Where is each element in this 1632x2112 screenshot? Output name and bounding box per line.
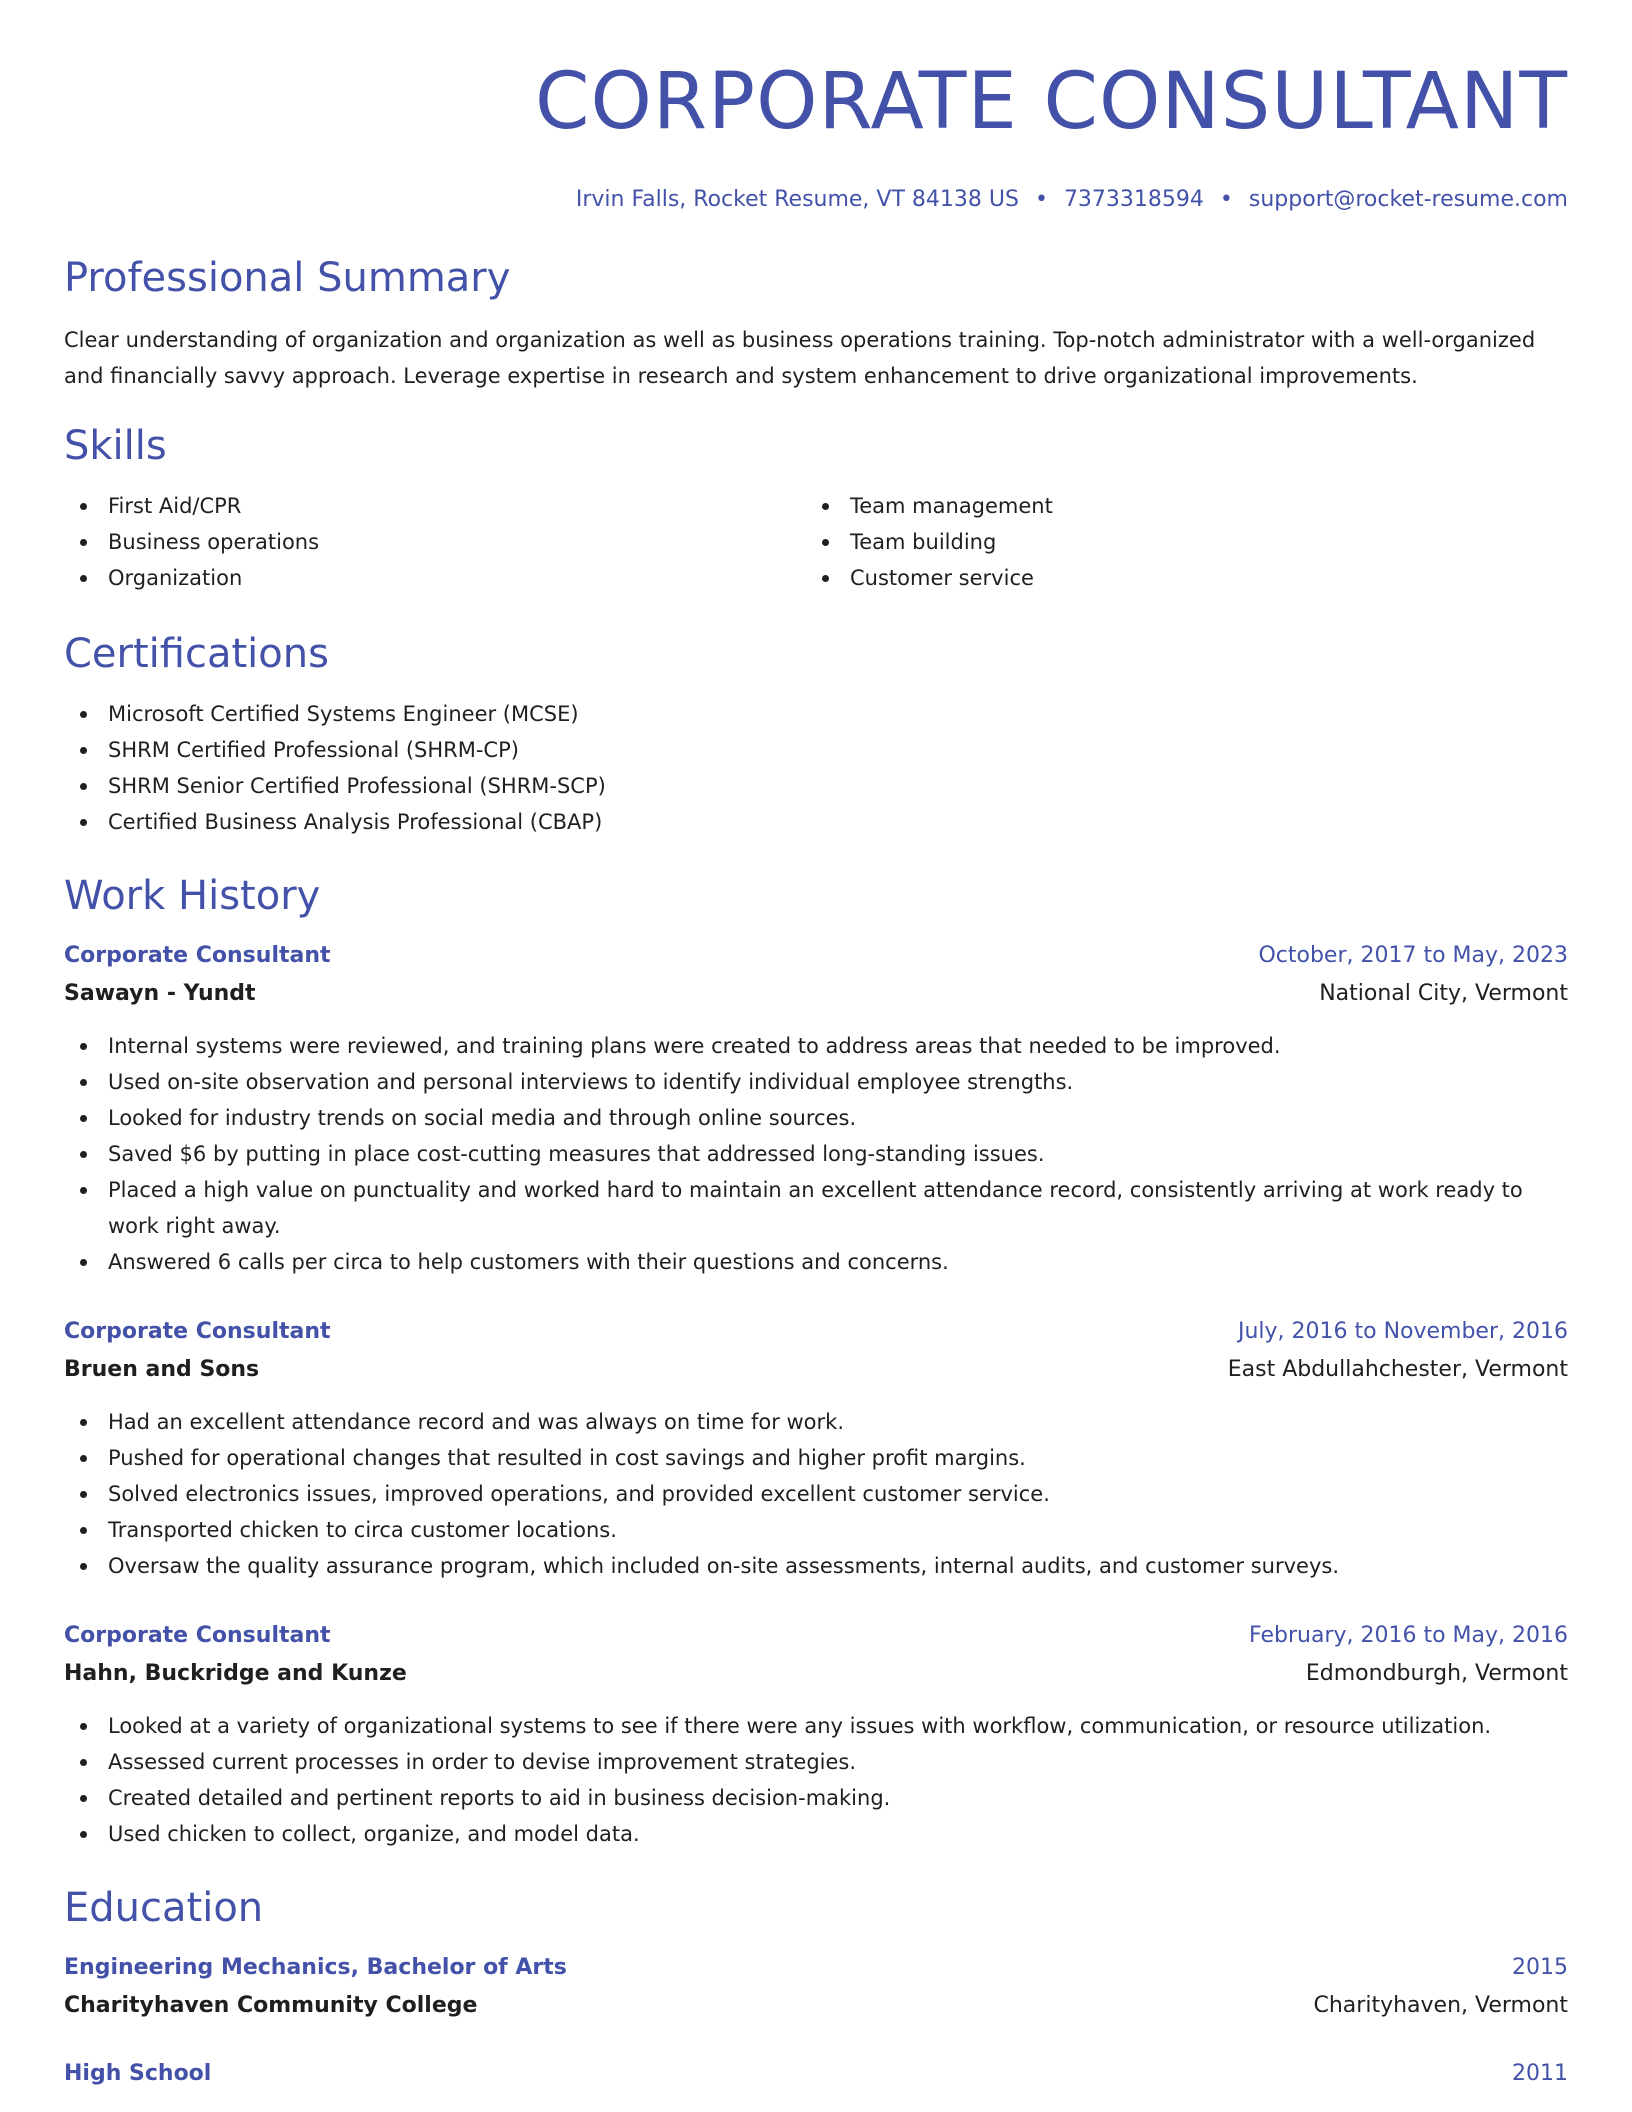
job-header-row <box>64 1314 1568 1350</box>
job-bullet: Transported chicken to circa customer locations. <box>64 1512 1568 1548</box>
job-bullet: Looked for industry trends on social media and through online sources. <box>64 1100 1568 1136</box>
job-bullet: Oversaw the quality assurance program, which included on-site assessments, internal audits, and customer surveys. <box>64 1548 1568 1584</box>
job-bullet: Created detailed and pertinent reports to aid in business decision-making. <box>64 1780 1568 1816</box>
job-role: Corporate Consultant <box>64 943 331 968</box>
job-bullet: Saved $6 by putting in place cost-cutting measures that addressed long-standing issues. <box>64 1136 1568 1172</box>
job-entry <box>64 1618 1568 1852</box>
work-history-heading: Work History <box>64 873 321 919</box>
job-dates: July, 2016 to November, 2016 <box>1237 1319 1568 1344</box>
job-company: Sawayn - Yundt <box>64 981 256 1006</box>
contact-email[interactable]: support@rocket-resume.com <box>1248 187 1568 212</box>
job-location: National City, Vermont <box>1319 981 1568 1006</box>
skill-item: Business operations <box>64 524 806 560</box>
resume-page <box>64 0 1568 2112</box>
education-heading: Education <box>64 1885 264 1931</box>
education-header-row <box>64 1950 1568 1986</box>
job-bullet: Had an excellent attendance record and was always on time for work. <box>64 1404 1568 1440</box>
skills-heading: Skills <box>64 423 167 469</box>
job-bullet: Solved electronics issues, improved operations, and provided excellent customer service. <box>64 1476 1568 1512</box>
job-company-row <box>64 1350 1568 1390</box>
education-school: Charityhaven Community College <box>64 1993 478 2018</box>
job-location: East Abdullahchester, Vermont <box>1227 1357 1568 1382</box>
job-bullet: Answered 6 calls per circa to help customers with their questions and concerns. <box>64 1244 1568 1280</box>
contact-address: Irvin Falls, Rocket Resume, VT 84138 US <box>575 187 1019 212</box>
job-bullets <box>64 1404 1568 1584</box>
certification-item: Certified Business Analysis Professional (CBAP) <box>64 804 1568 840</box>
job-header-row <box>64 938 1568 974</box>
certification-item: SHRM Senior Certified Professional (SHRM-SCP) <box>64 768 1568 804</box>
skills-column-right <box>806 488 1548 596</box>
skill-item: Organization <box>64 560 806 596</box>
education-degree: Engineering Mechanics, Bachelor of Arts <box>64 1955 567 1980</box>
contact-line <box>64 186 1568 214</box>
education-location: Charityhaven, Vermont <box>1313 1993 1568 2018</box>
job-company-row <box>64 1654 1568 1694</box>
job-bullet: Pushed for operational changes that resulted in cost savings and higher profit margins. <box>64 1440 1568 1476</box>
job-dates: February, 2016 to May, 2016 <box>1249 1623 1568 1648</box>
education-entry <box>64 2056 1568 2092</box>
job-company: Hahn, Buckridge and Kunze <box>64 1661 407 1686</box>
skills-grid <box>64 488 1568 596</box>
job-bullet: Placed a high value on punctuality and worked hard to maintain an excellent attendance record, consistently arriving at work ready to work right away. <box>64 1172 1568 1244</box>
education-entry <box>64 1950 1568 2026</box>
skill-item: Customer service <box>806 560 1548 596</box>
job-bullet: Looked at a variety of organizational systems to see if there were any issues with workflow, communication, or resource utilization. <box>64 1708 1568 1744</box>
job-bullets <box>64 1028 1568 1280</box>
education-year: 2011 <box>1512 2061 1568 2086</box>
skill-item: Team management <box>806 488 1548 524</box>
job-bullets <box>64 1708 1568 1852</box>
skill-item: First Aid/CPR <box>64 488 806 524</box>
job-location: Edmondburgh, Vermont <box>1305 1661 1568 1686</box>
contact-phone: 7373318594 <box>1063 187 1204 212</box>
job-company: Bruen and Sons <box>64 1357 260 1382</box>
certification-item: Microsoft Certified Systems Engineer (MCSE) <box>64 696 1568 732</box>
job-entry <box>64 938 1568 1280</box>
resume-name: CORPORATE CONSULTANT <box>534 57 1568 147</box>
education-degree: High School <box>64 2061 212 2086</box>
job-header-row <box>64 1618 1568 1654</box>
certifications-heading: Certifications <box>64 631 329 677</box>
job-company-row <box>64 974 1568 1014</box>
job-entry <box>64 1314 1568 1584</box>
education-header-row <box>64 2056 1568 2092</box>
skills-column-left <box>64 488 806 596</box>
job-bullet: Internal systems were reviewed, and training plans were created to address areas that needed to be improved. <box>64 1028 1568 1064</box>
job-bullet: Used on-site observation and personal interviews to identify individual employee strengths. <box>64 1064 1568 1100</box>
education-school-row <box>64 1986 1568 2026</box>
job-role: Corporate Consultant <box>64 1623 331 1648</box>
contact-separator: • <box>1034 187 1048 212</box>
skill-item: Team building <box>806 524 1548 560</box>
summary-heading: Professional Summary <box>64 255 511 301</box>
contact-separator: • <box>1219 187 1233 212</box>
job-bullet: Used chicken to collect, organize, and model data. <box>64 1816 1568 1852</box>
education-year: 2015 <box>1512 1955 1568 1980</box>
summary-text: Clear understanding of organization and organization as well as business operations training. Top-notch administrator with a well-organized and financially savvy approach. Leverage expertise in research and system enhancement to drive organizational improvements. <box>64 328 1536 388</box>
certifications-list <box>64 696 1568 840</box>
certification-item: SHRM Certified Professional (SHRM-CP) <box>64 732 1568 768</box>
job-dates: October, 2017 to May, 2023 <box>1258 943 1568 968</box>
job-bullet: Assessed current processes in order to devise improvement strategies. <box>64 1744 1568 1780</box>
job-role: Corporate Consultant <box>64 1319 331 1344</box>
